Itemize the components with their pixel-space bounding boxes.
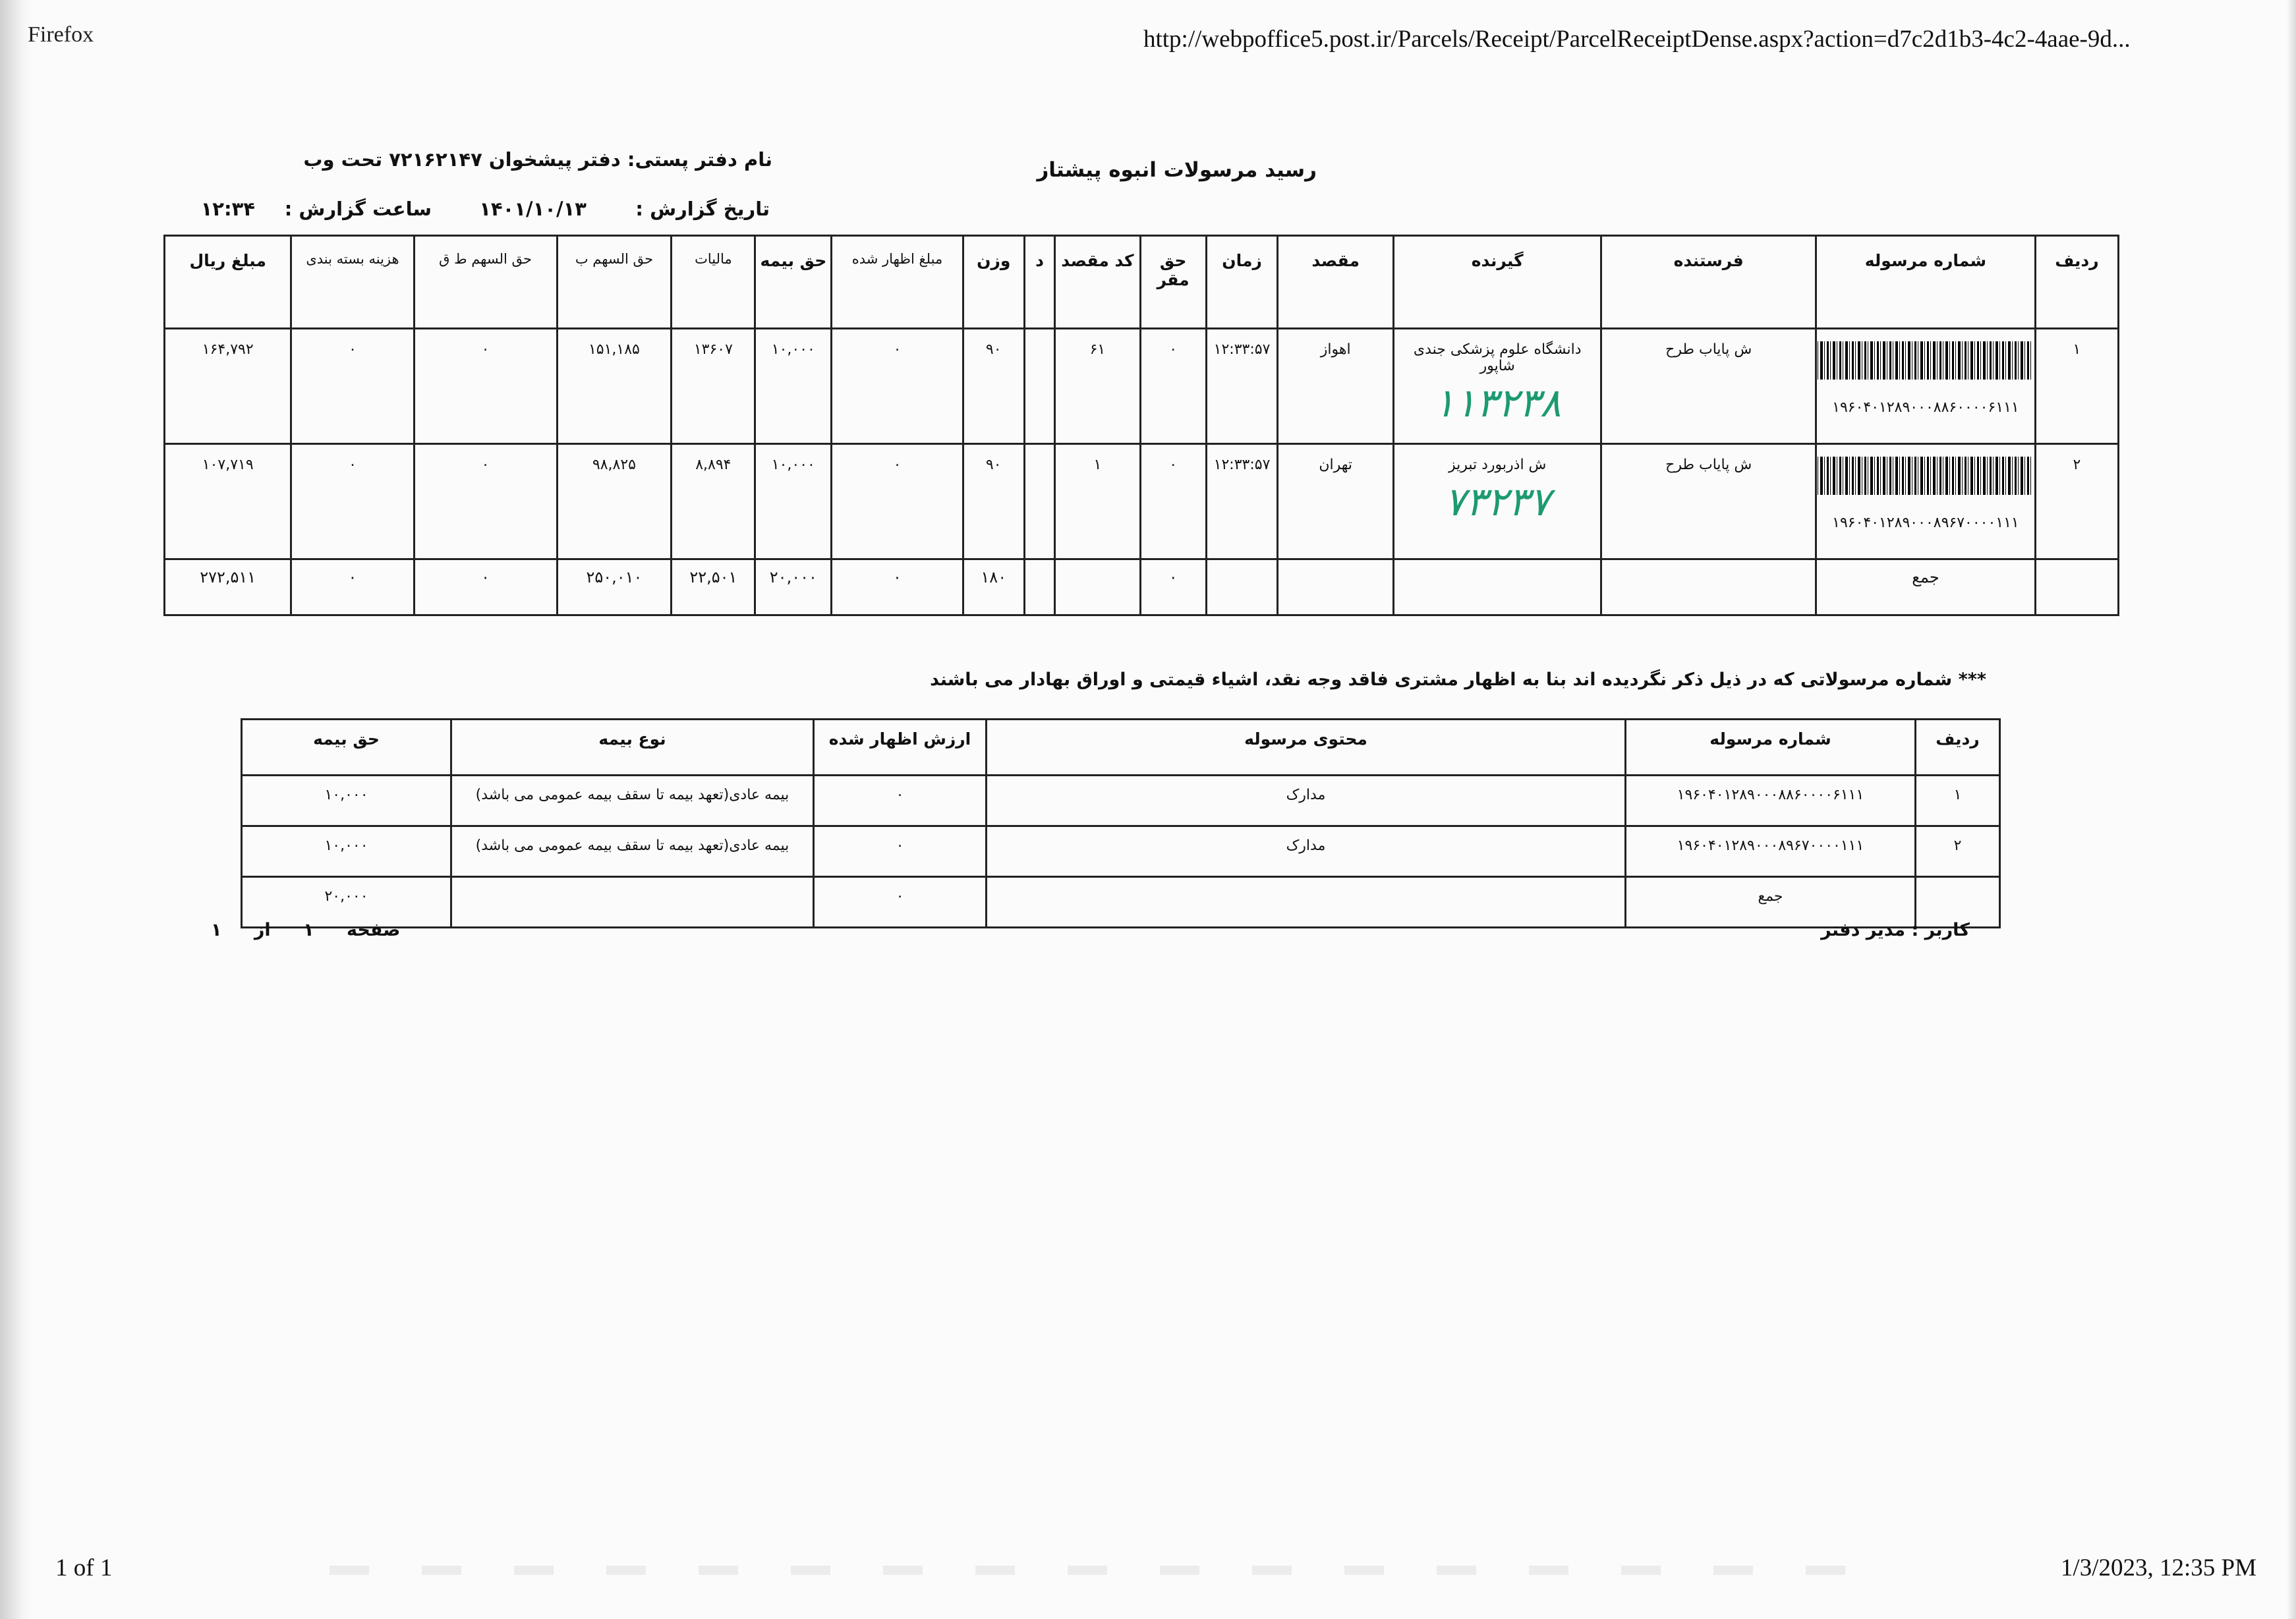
cell-share-b: ۹۸,۸۲۵ (557, 444, 672, 559)
table-row (242, 826, 2000, 877)
col-header-insurance-fee: حق بیمه (242, 720, 451, 776)
handwritten-note: ۷۳۲۳۷ (1444, 479, 1551, 525)
cell-total-declared-value: ۰ (814, 877, 987, 928)
cell-declared-value: ۰ (814, 776, 987, 826)
col-header-packaging-cost: هزینه بسته بندی (291, 236, 414, 329)
cell-row-no: ۲ (2035, 444, 2118, 559)
cell-empty (2035, 559, 2118, 615)
col-header-time: زمان (1206, 236, 1278, 329)
cell-tax: ۸,۸۹۴ (672, 444, 755, 559)
handwritten-note: ۱۱۳۲۳۸ (1433, 380, 1561, 426)
col-header-row-no: ردیف (2035, 236, 2118, 329)
report-time-label: ساعت گزارش : (284, 198, 432, 220)
receipt-title: رسید مرسولات انبوه پیشتاز (1037, 158, 1317, 182)
cell-total-label: جمع (1626, 877, 1916, 928)
table-row (242, 776, 2000, 826)
cell-empty (1278, 559, 1394, 615)
table-row (165, 444, 2119, 559)
cell-row-no: ۱ (2035, 329, 2118, 444)
cell-d (1024, 444, 1055, 559)
cell-insurance-fee: ۱۰,۰۰۰ (242, 776, 451, 826)
cell-tax: ۱۳۶۰۷ (672, 329, 755, 444)
cell-parcel-no: ۱۹۶۰۴۰۱۲۸۹۰۰۰۸۸۶۰۰۰۰۶۱۱۱ (1626, 776, 1916, 826)
cell-share-tq: ۰ (414, 329, 557, 444)
col-header-row-no: ردیف (1916, 720, 2000, 776)
cell-parcel-no: ۱۹۶۰۴۰۱۲۸۹۰۰۰۸۹۶۷۰۰۰۰۱۱۱ (1626, 826, 1916, 877)
scan-shadow-left (0, 0, 32, 1619)
col-header-tax: مالیات (672, 236, 755, 329)
col-header-d: د (1024, 236, 1055, 329)
total-row (165, 559, 2119, 615)
receiver-name: دانشگاه علوم پزشکی جندی شاپور (1413, 341, 1582, 374)
table-row (165, 329, 2119, 444)
cell-empty (1601, 559, 1816, 615)
cell-total-share-tq: ۰ (414, 559, 557, 615)
cell-total-insurance-fee: ۲۰,۰۰۰ (755, 559, 832, 615)
cell-time: ۱۲:۳۳:۵۷ (1206, 329, 1278, 444)
col-header-sender: فرستنده (1601, 236, 1816, 329)
cell-empty (1024, 559, 1055, 615)
cell-weight: ۹۰ (963, 444, 1024, 559)
cell-amount-rial: ۱۶۴,۷۹۲ (165, 329, 291, 444)
col-header-share-b: حق السهم ب (557, 236, 672, 329)
parcel-number: ۱۹۶۰۴۰۱۲۸۹۰۰۰۸۹۶۷۰۰۰۰۱۱۱ (1832, 515, 2019, 531)
cell-total-tax: ۲۲,۵۰۱ (672, 559, 755, 615)
browser-name: Firefox (28, 22, 94, 47)
cell-empty (1055, 559, 1140, 615)
cell-receiver (1394, 329, 1601, 444)
cell-total-hq-fee: ۰ (1140, 559, 1206, 615)
cell-total-amount-rial: ۲۷۲,۵۱۱ (165, 559, 291, 615)
cell-receiver (1394, 444, 1601, 559)
cell-total-insurance-fee: ۲۰,۰۰۰ (242, 877, 451, 928)
cell-parcel-no (1816, 444, 2036, 559)
cell-packaging-cost: ۰ (291, 329, 414, 444)
cell-weight: ۹۰ (963, 329, 1024, 444)
table-header-row (242, 720, 2000, 776)
cell-declared-amount: ۰ (832, 329, 963, 444)
cell-empty (1394, 559, 1601, 615)
cell-row-no: ۱ (1916, 776, 2000, 826)
cell-insurance-type: بیمه عادی(تعهد بیمه تا سقف بیمه عمومی می باشد) (451, 826, 814, 877)
office-name: نام دفتر پستی: دفتر پیشخوان ۷۲۱۶۲۱۴۷ تحت وب (303, 148, 772, 171)
col-header-hq-fee: حق مقر (1140, 236, 1206, 329)
report-time-value: ۱۲:۳۴ (200, 198, 255, 220)
cell-declared-value: ۰ (814, 826, 987, 877)
receiver-name: ش اذربورد تبریز (1448, 457, 1547, 473)
col-header-insurance-type: نوع بیمه (451, 720, 814, 776)
col-header-content: محتوی مرسوله (987, 720, 1626, 776)
cell-sender: ش پایاب طرح (1601, 444, 1816, 559)
cell-dest-code: ۶۱ (1055, 329, 1140, 444)
parcel-number: ۱۹۶۰۴۰۱۲۸۹۰۰۰۸۸۶۰۰۰۰۶۱۱۱ (1832, 399, 2019, 416)
page-total: ۱ (211, 920, 222, 940)
page-label: صفحه (347, 920, 401, 940)
cell-insurance-fee: ۱۰,۰۰۰ (755, 329, 832, 444)
cell-destination: اهواز (1278, 329, 1394, 444)
barcode-icon (1816, 457, 2032, 495)
report-date-label: تاریخ گزارش : (635, 198, 770, 220)
col-header-weight: وزن (963, 236, 1024, 329)
col-header-amount-rial: مبلغ ریال (165, 236, 291, 329)
cell-insurance-fee: ۱۰,۰۰۰ (755, 444, 832, 559)
report-date-value: ۱۴۰۱/۱۰/۱۳ (479, 198, 587, 220)
cell-total-declared-amount: ۰ (832, 559, 963, 615)
scan-noise (277, 1566, 1858, 1575)
table-header-row (165, 236, 2119, 329)
col-header-dest-code: کد مقصد (1055, 236, 1140, 329)
col-header-destination: مقصد (1278, 236, 1394, 329)
barcode-icon (1816, 341, 2032, 380)
cell-insurance-fee: ۱۰,۰۰۰ (242, 826, 451, 877)
col-header-declared-value: ارزش اظهار شده (814, 720, 987, 776)
cell-total-packaging-cost: ۰ (291, 559, 414, 615)
cell-parcel-no (1816, 329, 2036, 444)
cell-hq-fee: ۰ (1140, 329, 1206, 444)
user-label: کاربر : مدیر دفتر (1821, 920, 1970, 940)
cell-declared-amount: ۰ (832, 444, 963, 559)
cell-total-label: جمع (1816, 559, 2036, 615)
cell-total-weight: ۱۸۰ (963, 559, 1024, 615)
cell-d (1024, 329, 1055, 444)
col-header-parcel-no: شماره مرسوله (1626, 720, 1916, 776)
cell-insurance-type: بیمه عادی(تعهد بیمه تا سقف بیمه عمومی می باشد) (451, 776, 814, 826)
page-url: http://webpoffice5.post.ir/Parcels/Receipt/ParcelReceiptDense.aspx?action=d7c2d1b3-4c2-4aae-9d... (1143, 26, 2131, 53)
insurance-table (241, 718, 2001, 928)
cell-hq-fee: ۰ (1140, 444, 1206, 559)
cell-total-share-b: ۲۵۰,۰۱۰ (557, 559, 672, 615)
cell-amount-rial: ۱۰۷,۷۱۹ (165, 444, 291, 559)
cell-dest-code: ۱ (1055, 444, 1140, 559)
col-header-parcel-no: شماره مرسوله (1816, 236, 2036, 329)
page-of: از (254, 920, 271, 940)
col-header-share-tq: حق السهم ط ق (414, 236, 557, 329)
cell-empty (1206, 559, 1278, 615)
cell-share-tq: ۰ (414, 444, 557, 559)
parcels-table (163, 235, 2119, 616)
page-current: ۱ (303, 920, 314, 940)
col-header-insurance-fee: حق بیمه (755, 236, 832, 329)
cell-content: مدارک (987, 826, 1626, 877)
col-header-declared-amount: مبلغ اظهار شده (832, 236, 963, 329)
page-indicator (198, 920, 413, 940)
print-datetime: 1/3/2023, 12:35 PM (2060, 1554, 2256, 1581)
cell-empty (987, 877, 1626, 928)
valuables-note: *** شماره مرسولاتی که در ذیل ذکر نگردیده اند بنا به اظهار مشتری فاقد وجه نقد، اشیاء قیمتی و اوراق بهادار می باشند (930, 669, 1986, 690)
cell-share-b: ۱۵۱,۱۸۵ (557, 329, 672, 444)
col-header-receiver: گیرنده (1394, 236, 1601, 329)
cell-empty (451, 877, 814, 928)
cell-row-no: ۲ (1916, 826, 2000, 877)
scan-edge-right (2287, 0, 2296, 1619)
cell-content: مدارک (987, 776, 1626, 826)
cell-time: ۱۲:۳۳:۵۷ (1206, 444, 1278, 559)
cell-packaging-cost: ۰ (291, 444, 414, 559)
print-page-count: 1 of 1 (55, 1554, 113, 1581)
cell-sender: ش پایاب طرح (1601, 329, 1816, 444)
total-row (242, 877, 2000, 928)
cell-destination: تهران (1278, 444, 1394, 559)
